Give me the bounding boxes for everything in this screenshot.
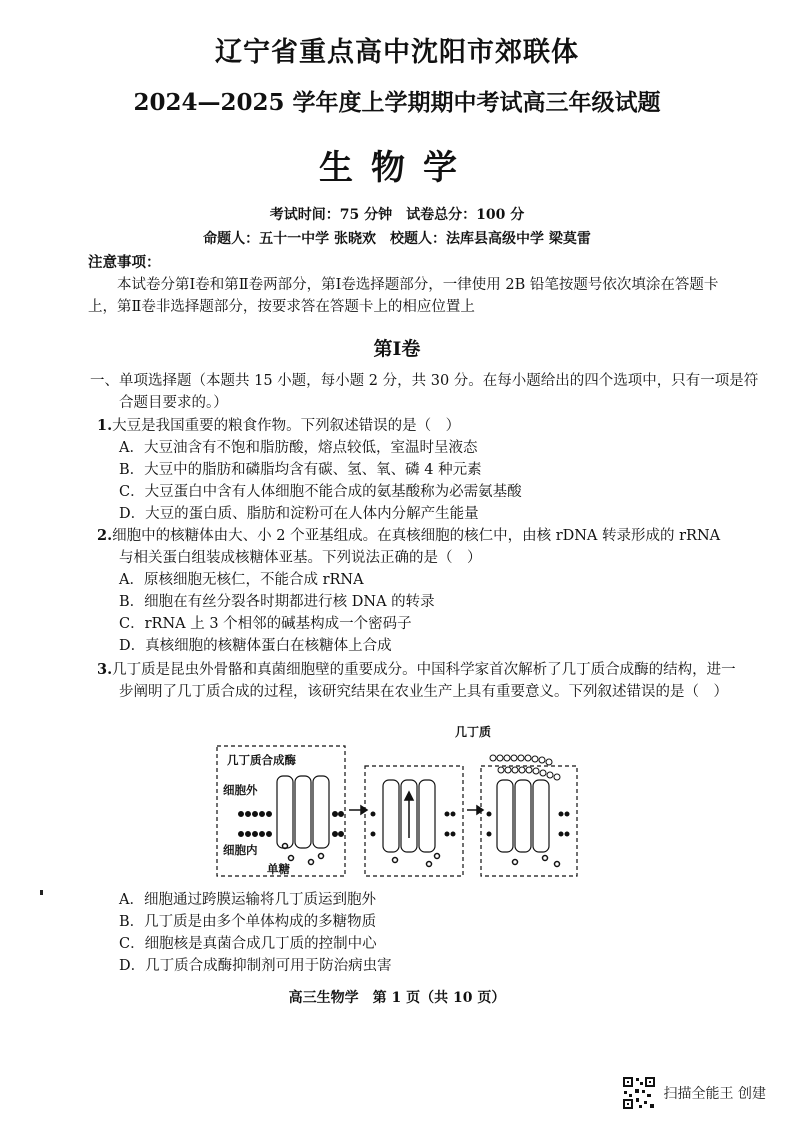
- question-3: [97, 659, 737, 703]
- notice-text: 本试卷分第Ⅰ卷和第Ⅱ卷两部分，第Ⅰ卷选择题部分，一律使用 2B 铅笔按题号依次填涂在答题卡上，第Ⅱ卷非选择题部分，按要求答在答题卡上的相应位置上: [88, 277, 719, 315]
- label-inside: 细胞内: [223, 843, 258, 857]
- label-chitin: 几丁质: [455, 725, 492, 739]
- label-enzyme: 几丁质合成酶: [227, 753, 296, 767]
- option-b: B．几丁质是由多个单体构成的多糖物质: [119, 914, 377, 930]
- title-subject: 生物学: [319, 148, 475, 188]
- option-c: C．大豆蛋白中含有人体细胞不能合成的氨基酸称为必需氨基酸: [119, 484, 522, 500]
- option-c: C．细胞核是真菌合成几丁质的控制中心: [119, 936, 377, 952]
- option-a: A．原核细胞无核仁，不能合成 rRNA: [119, 572, 364, 588]
- chitin-chain: [490, 755, 560, 780]
- label-monomer: 单糖: [267, 862, 290, 876]
- exam-info: 考试时间：75 分钟 试卷总分：100 分: [269, 207, 525, 223]
- title-school: 辽宁省重点高中沈阳市郊联体: [215, 37, 579, 68]
- monomers-3: [513, 856, 560, 867]
- notice-heading: 注意事项：: [88, 254, 161, 271]
- chitin-synthesis-diagram: [215, 718, 580, 878]
- monomers-2: [393, 854, 440, 867]
- scan-speck: [40, 890, 43, 895]
- section-title: 第Ⅰ卷: [373, 338, 421, 360]
- scanner-text: 扫描全能王 创建: [663, 1086, 766, 1102]
- question-number: 1.: [97, 417, 113, 434]
- question-stem: 3.几丁质是昆虫外骨骼和真菌细胞壁的重要成分。中国科学家首次解析了几丁质合成酶的结构，进一步阐明了几丁质合成的过程，该研究结果在农业生产上具有重要意义。下列叙述错误的是（ ）: [97, 661, 736, 700]
- option-d: D．大豆的蛋白质、脂肪和淀粉可在人体内分解产生能量: [119, 506, 479, 522]
- option-b: B．细胞在有丝分裂各时期都进行核 DNA 的转录: [119, 594, 435, 610]
- question-number: 2.: [97, 527, 113, 544]
- title-exam: 2024—2025 学年度上学期期中考试高三年级试题: [133, 89, 661, 116]
- question-stem: 1.大豆是我国重要的粮食作物。下列叙述错误的是（ ）: [97, 417, 461, 434]
- question-number: 3.: [97, 661, 113, 678]
- enzyme-1: [277, 776, 329, 848]
- label-outside: 细胞外: [223, 783, 258, 797]
- exam-authors: 命题人：五十一中学 张晓欢 校题人：法库县高级中学 梁莫雷: [203, 231, 591, 247]
- option-d: D．几丁质合成酶抑制剂可用于防治病虫害: [119, 958, 392, 974]
- question-1: [97, 415, 737, 525]
- arrow-1: [349, 806, 367, 814]
- enzyme-3: [497, 780, 549, 852]
- option-a: A．细胞通过跨膜运输将几丁质运到胞外: [119, 892, 376, 908]
- option-a: A．大豆油含有不饱和脂肪酸，熔点较低，室温时呈液态: [119, 440, 478, 456]
- option-c: C．rRNA 上 3 个相邻的碱基构成一个密码子: [119, 616, 412, 632]
- option-b: B．大豆中的脂肪和磷脂均含有碳、氢、氧、磷 4 种元素: [119, 462, 482, 478]
- question-stem: 2.细胞中的核糖体由大、小 2 个亚基组成。在真核细胞的核仁中，由核 rDNA 转录形成的 rRNA 与相关蛋白组装成核糖体亚基。下列说法正确的是（ ）: [97, 527, 721, 566]
- scanner-watermark: [622, 1076, 766, 1110]
- section-intro: 一、单项选择题（本题共 15 小题，每小题 2 分，共 30 分。在每小题给出的四个选项中，只有一项是符合题目要求的。）: [90, 373, 759, 411]
- qr-code-icon: [622, 1076, 656, 1110]
- option-d: D．真核细胞的核糖体蛋白在核糖体上合成: [119, 638, 392, 654]
- question-2: [97, 525, 737, 657]
- page-footer: 高三生物学 第 1 页（共 10 页）: [288, 990, 506, 1006]
- question-3-options: [97, 889, 737, 977]
